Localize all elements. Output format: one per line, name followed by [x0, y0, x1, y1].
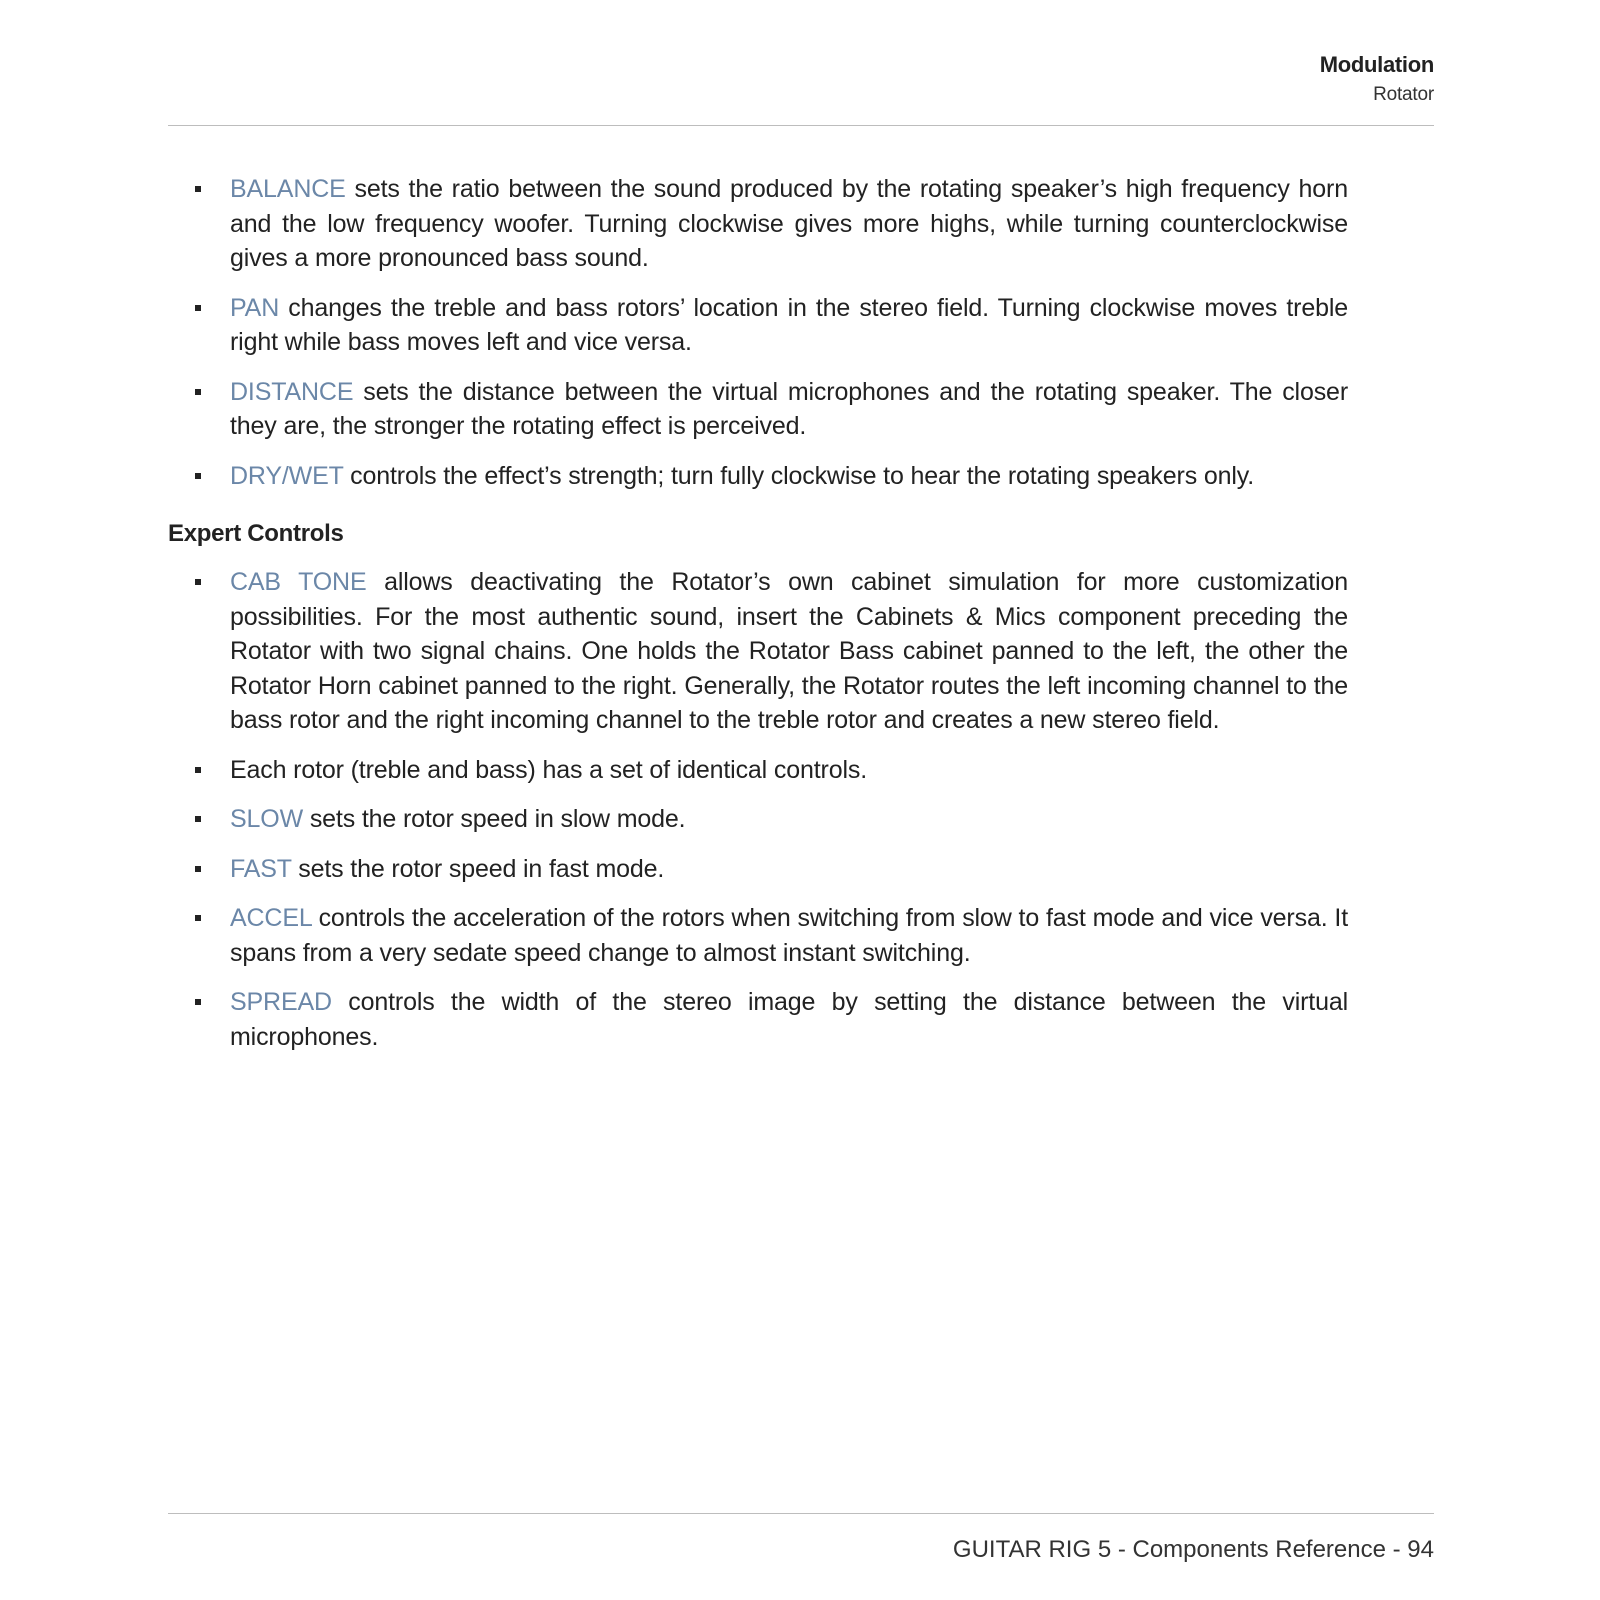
list-item [168, 375, 1348, 444]
control-description: sets the rotor speed in slow mode. [303, 805, 686, 833]
list-item [168, 901, 1348, 970]
bullet-icon [195, 816, 201, 822]
list-item [168, 459, 1348, 494]
bullet-icon [195, 767, 201, 773]
control-description: controls the acceleration of the rotors when switching from slow to fast mode and vice versa. It spans from a very sedate speed change to almost instant switching. [230, 904, 1348, 967]
list-item [168, 985, 1348, 1054]
control-description: sets the distance between the virtual microphones and the rotating speaker. The closer they are, the stronger the rotating effect is perceived. [230, 377, 1348, 440]
list-item [168, 852, 1348, 887]
expert-control-list [168, 565, 1348, 1054]
running-header [1320, 50, 1434, 110]
control-term: ACCEL [230, 904, 312, 932]
control-term: CAB TONE [230, 568, 367, 596]
bullet-icon [195, 305, 201, 311]
control-term: DRY/WET [230, 461, 344, 490]
bullet-icon [195, 999, 201, 1005]
footer-divider [168, 1513, 1434, 1514]
control-term: FAST [230, 854, 292, 883]
list-item [168, 753, 1348, 788]
bullet-icon [195, 915, 201, 921]
control-description: allows deactivating the Rotator’s own cabinet simulation for more customization possibilities. For the most authentic sound, insert the Cabinets & Mics component preceding the Rotator with two signal chains. One holds the Rotator Bass cabinet panned to the left, the other the Rotator Horn cabinet panned to the right. Generally, the Rotator routes the left incoming channel to the bass rotor and the right incoming channel to the treble rotor and creates a new stereo field. [230, 568, 1348, 734]
control-term: BALANCE [230, 175, 346, 203]
header-section-title: Modulation [1319, 52, 1434, 77]
page-content [168, 172, 1348, 1069]
bullet-icon [195, 866, 201, 872]
control-list [168, 172, 1348, 493]
bullet-icon [195, 186, 201, 192]
list-item [168, 802, 1348, 837]
control-term: PAN [230, 293, 280, 322]
control-term: SPREAD [230, 988, 332, 1016]
control-description: Each rotor (treble and bass) has a set of identical controls. [230, 755, 868, 784]
control-description: sets the rotor speed in fast mode. [291, 854, 665, 883]
bullet-icon [195, 473, 201, 479]
control-description: controls the width of the stereo image by setting the distance between the virtual microphones. [230, 988, 1348, 1051]
control-term: SLOW [230, 805, 304, 833]
bullet-icon [195, 389, 201, 395]
list-item [168, 291, 1348, 360]
control-description: sets the ratio between the sound produced by the rotating speaker’s high frequency horn and the low frequency woofer. Turning clockwise gives more highs, while turning counterclockwise gives a more pronounced bass sound. [230, 175, 1348, 272]
page-footer: GUITAR RIG 5 - Components Reference - 94 [952, 1536, 1434, 1563]
header-divider [168, 125, 1434, 126]
section-heading-expert-controls: Expert Controls [168, 520, 344, 547]
list-item [168, 565, 1348, 738]
control-description: changes the treble and bass rotors’ location in the stereo field. Turning clockwise moves treble right while bass moves left and vice versa. [230, 293, 1348, 356]
control-description: controls the effect’s strength; turn fully clockwise to hear the rotating speakers only. [343, 461, 1255, 490]
header-subsection-title: Rotator [1373, 84, 1434, 105]
list-item [168, 172, 1348, 276]
bullet-icon [195, 579, 201, 585]
control-term: DISTANCE [230, 377, 354, 406]
